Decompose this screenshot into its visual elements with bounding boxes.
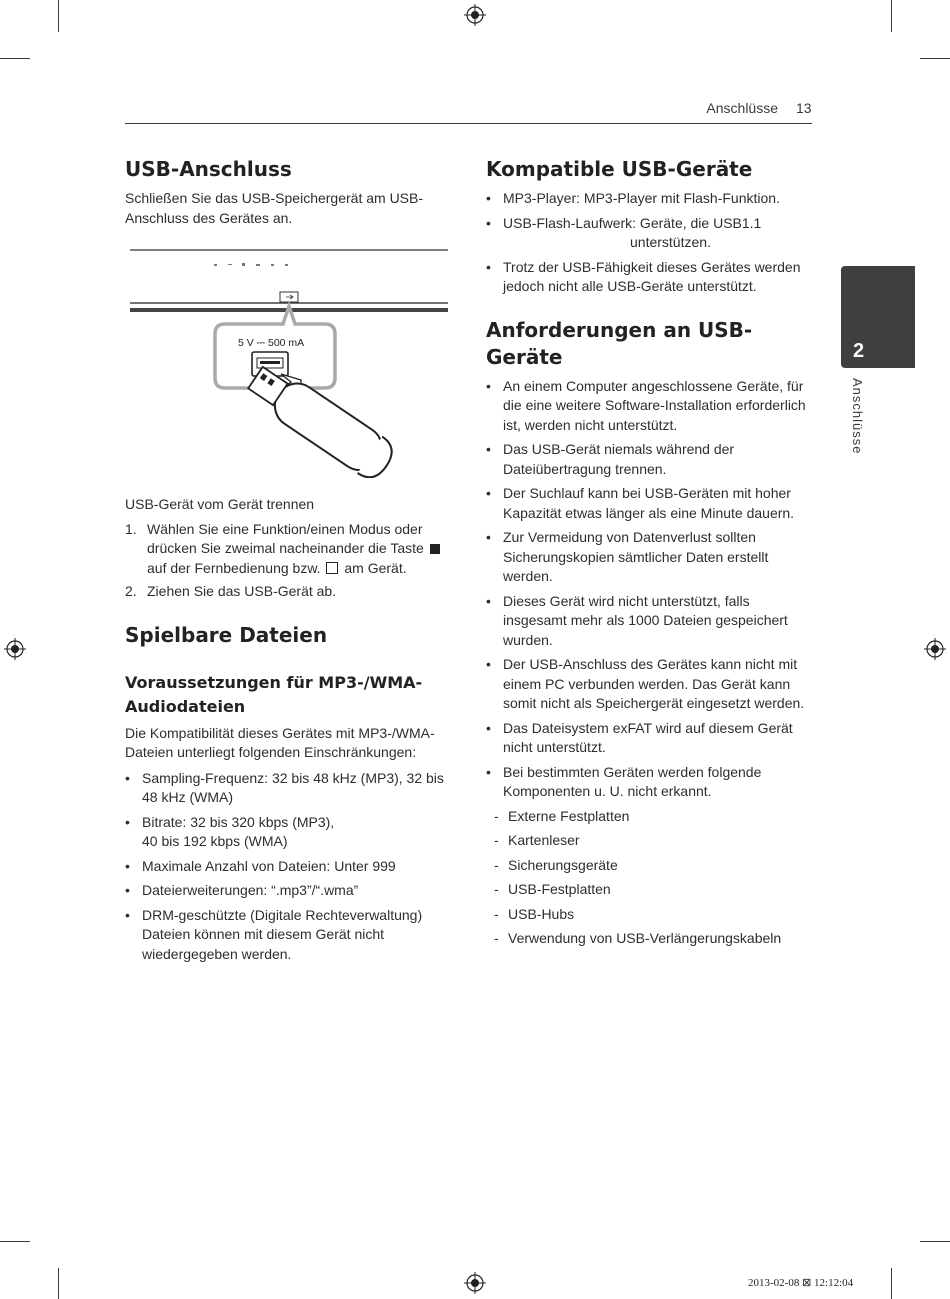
list-item: • Zur Vermeidung von Datenverlust sollten Sicherungskopien sämtlicher Daten erstellt werden. [486, 528, 816, 587]
usb-connection-figure [125, 246, 453, 478]
page-number: 13 [796, 100, 812, 116]
mp3-wma-requirements [125, 769, 450, 965]
compat-line-continued: unterstützen. [630, 234, 711, 250]
step-number: 1. [125, 520, 137, 537]
step-text: auf der Fernbedienung bzw. [147, 559, 321, 576]
bitrate-wma: 40 bis 192 kbps (WMA) [142, 833, 288, 849]
crop-mark [0, 1241, 30, 1242]
list-item: • USB-Flash-Laufwerk: Geräte, die USB1.1 unterstützen. [486, 214, 816, 253]
step-text: Ziehen Sie das USB-Gerät ab. [147, 583, 337, 599]
list-item: - Externe Festplatten [494, 807, 816, 827]
list-item: • Sampling-Frequenz: 32 bis 48 kHz (MP3), 32 bis 48 kHz (WMA) [125, 769, 450, 808]
step-text: am Gerät. [344, 559, 407, 576]
device-button-icon [326, 562, 338, 574]
registration-mark-icon [924, 638, 946, 660]
usb-requirements-title: Anforderungen an USB-Geräte [486, 317, 753, 369]
list-item: • Trotz der USB-Fähigkeit dieses Gerätes werden jedoch nicht alle USB-Geräte unterstützt. [486, 258, 816, 297]
list-item: • Der Suchlauf kann bei USB-Geräten mit hoher Kapazität etwas länger als eine Minute dauern. [486, 484, 816, 523]
stop-button-icon [430, 544, 440, 554]
list-item: - Kartenleser [494, 831, 816, 851]
list-item: • Der USB-Anschluss des Gerätes kann nicht mit einem PC verbunden werden. Das Gerät kann somit nicht als Speichergerät eingesetzt werden. [486, 655, 816, 714]
list-item: • Bei bestimmten Geräten werden folgende Komponenten u. U. nicht erkannt. [486, 763, 816, 802]
print-timestamp: 2013-02-08 ⊠ 12:12:04 [748, 1277, 854, 1289]
header-rule [125, 123, 812, 124]
registration-mark-icon [464, 1272, 486, 1294]
usb-power-rating: 5 V ⎓ 500 mA [238, 337, 305, 349]
list-item: • MP3-Player: MP3-Player mit Flash-Funktion. [486, 189, 816, 209]
unrecognized-devices-list [494, 807, 816, 949]
list-item: - USB-Hubs [494, 905, 816, 925]
registration-mark-icon [4, 638, 26, 660]
list-item [125, 520, 450, 579]
files-section-title: Spielbare Dateien [125, 622, 328, 647]
right-column [486, 156, 816, 954]
usb-intro-text: Schließen Sie das USB-Speichergerät am USB-Anschluss des Gerätes an. [125, 190, 424, 226]
crop-mark [58, 1268, 59, 1299]
list-item: - USB-Festplatten [494, 880, 816, 900]
crop-mark [58, 0, 59, 32]
list-item: • DRM-geschützte (Digitale Rechteverwaltung) Dateien können mit diesem Gerät nicht wiedergegeben werden. [125, 906, 450, 965]
step-text: Wählen Sie eine Funktion/einen Modus oder drücken Sie zweimal nacheinander die Taste [147, 520, 424, 556]
list-item: • Das USB-Gerät niemals während der Dateiübertragung trennen. [486, 440, 816, 479]
mp3-wma-intro: Die Kompatibilität dieses Gerätes mit MP3-/WMA-Dateien unterliegt folgenden Einschränkungen: [125, 724, 435, 760]
remove-steps [125, 520, 450, 602]
left-column [125, 156, 450, 228]
usb-section-title: USB-Anschluss [125, 157, 292, 181]
remove-usb-title: USB-Gerät vom Gerät trennen [125, 496, 315, 512]
crop-mark [920, 58, 950, 59]
list-item: • An einem Computer angeschlossene Geräte, für die eine weitere Software-Installation erforderlich ist, werden nicht unterstützt. [486, 377, 816, 436]
list-item: • Maximale Anzahl von Dateien: Unter 999 [125, 857, 450, 877]
chapter-number: 2 [853, 340, 865, 362]
crop-mark [891, 1268, 892, 1299]
running-header-section: Anschlüsse [706, 100, 778, 116]
list-item: - Verwendung von USB-Verlängerungskabeln [494, 929, 816, 949]
mp3-wma-req-title: Voraussetzungen für MP3-/WMA-Audiodateien [125, 672, 423, 716]
crop-mark [891, 0, 892, 32]
list-item: • Dieses Gerät wird nicht unterstützt, falls insgesamt mehr als 1000 Dateien gespeichert wurden. [486, 592, 816, 651]
compatible-devices-list [486, 189, 816, 297]
compat-section-title: Kompatible USB-Geräte [486, 157, 753, 181]
list-item: • Das Dateisystem exFAT wird auf diesem Gerät nicht unterstützt. [486, 719, 816, 758]
list-item [125, 582, 450, 602]
left-column-lower [125, 495, 450, 969]
step-number: 2. [125, 583, 137, 599]
registration-mark-icon [464, 4, 486, 26]
device-button-markings [214, 263, 288, 266]
list-item: • Bitrate: 32 bis 320 kbps (MP3), 40 bis 192 kbps (WMA) [125, 813, 450, 852]
crop-mark [920, 1241, 950, 1242]
usb-requirements-list [486, 377, 816, 802]
chapter-label: Anschlüsse [850, 378, 865, 455]
crop-mark [0, 58, 30, 59]
list-item: - Sicherungsgeräte [494, 856, 816, 876]
list-item: • Dateierweiterungen: “.mp3”/“.wma” [125, 881, 450, 901]
